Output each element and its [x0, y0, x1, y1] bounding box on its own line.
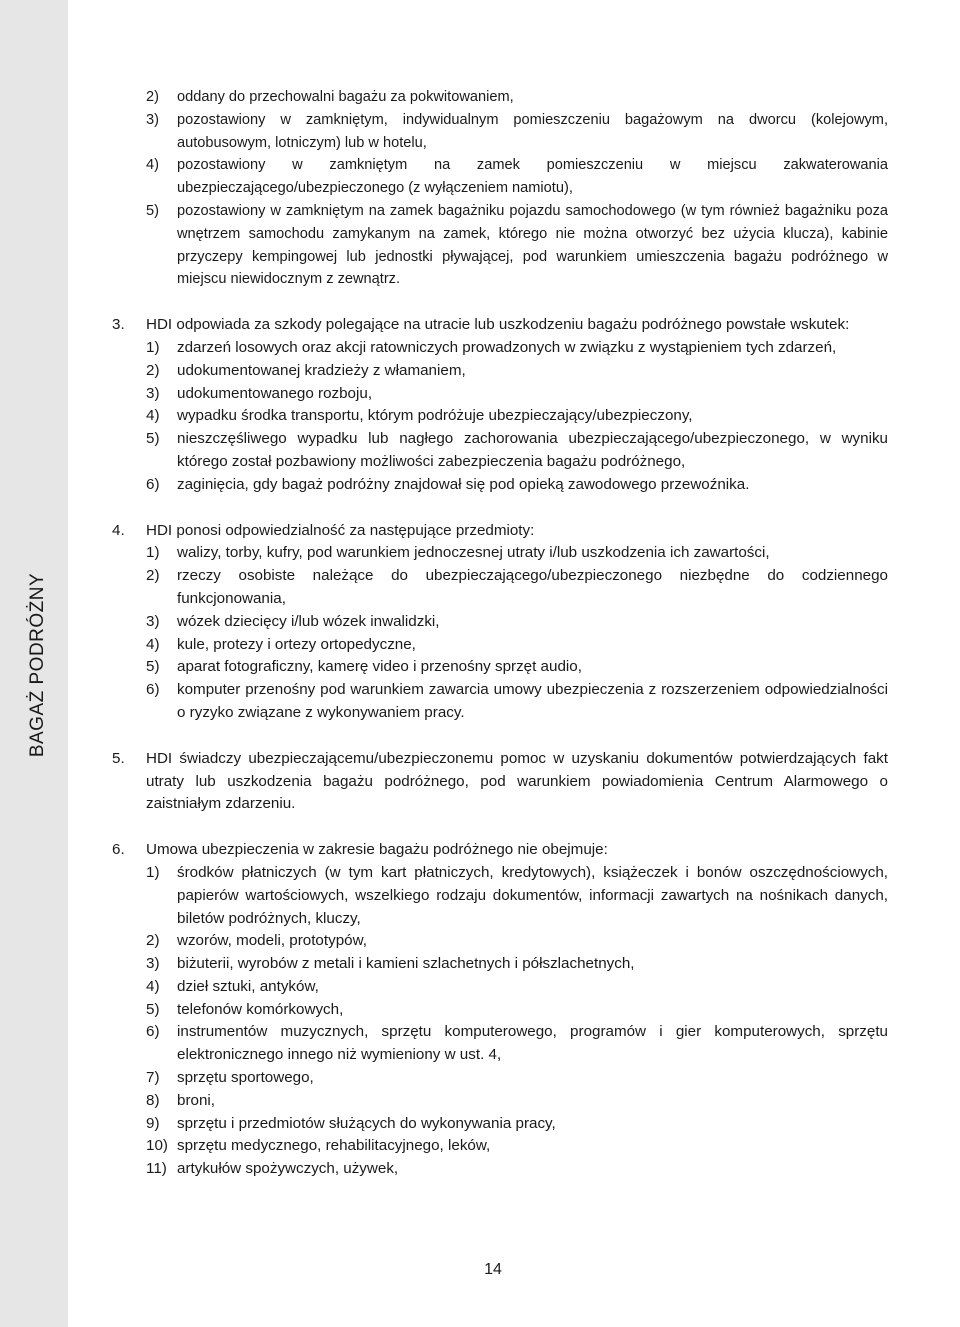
list-item — [146, 200, 888, 291]
list-item — [146, 999, 888, 1022]
list-item — [146, 611, 888, 634]
list-item — [146, 360, 888, 383]
list-item-number: 1) — [146, 338, 160, 356]
list-item — [146, 953, 888, 976]
section-intro: HDI ponosi odpowiedzialność za następujące przedmioty: — [146, 521, 535, 539]
list-item — [146, 474, 888, 497]
list-item-number: 5) — [146, 430, 160, 448]
list-item-text: pozostawiony w zamkniętym, indywidualnym pomieszczeniu bagażowym na dworcu (kolejowym, autobusowym, lotniczym) lub w hotelu, — [177, 111, 888, 151]
section-intro: HDI świadczy ubezpieczającemu/ubezpieczonemu pomoc w uzyskaniu dokumentów potwierdzających fakt utraty lub uszkodzenia bagażu podróżnego, pod warunkiem powiadomienia Centrum Alarmowego o zaistniałym zdarzeniu. — [146, 749, 888, 813]
list-item — [146, 656, 888, 679]
list-item-text: rzeczy osobiste należące do ubezpieczającego/ubezpieczonego niezbędne do codziennego funkcjonowania, — [177, 567, 888, 607]
list-item-number: 4) — [146, 635, 160, 653]
list-item — [146, 976, 888, 999]
list-item-text: pozostawiony w zamkniętym na zamek pomieszczeniu w miejscu zakwaterowania ubezpieczającego/ubezpieczonego (z wyłączeniem namiotu), — [177, 157, 888, 197]
list-item — [146, 862, 888, 930]
list-item-number: 8) — [146, 1091, 160, 1109]
list-item-number: 2) — [146, 361, 160, 379]
list-item-text: sprzętu sportowego, — [177, 1069, 314, 1087]
page-number: 14 — [484, 1261, 502, 1278]
continued-list — [146, 86, 888, 291]
list-item-number: 1) — [146, 544, 160, 562]
list-item — [146, 109, 888, 155]
list-item-text: dzieł sztuki, antyków, — [177, 977, 319, 995]
list-item — [146, 1158, 888, 1181]
list-item-text: udokumentowanej kradzieży z włamaniem, — [177, 361, 466, 379]
list-item — [146, 634, 888, 657]
list-item-text: sprzętu i przedmiotów służących do wykonywania pracy, — [177, 1114, 556, 1132]
list-item-text: artykułów spożywczych, używek, — [177, 1160, 399, 1178]
list-item-text: wypadku środka transportu, którym podróżuje ubezpieczający/ubezpieczony, — [177, 407, 693, 425]
list-item — [146, 337, 888, 360]
list-item-text: telefonów komórkowych, — [177, 1000, 344, 1018]
list-item-number: 2) — [146, 89, 159, 105]
list-item-number: 5) — [146, 658, 160, 676]
list-item — [146, 565, 888, 611]
list-item — [146, 428, 888, 474]
list-item-text: pozostawiony w zamkniętym na zamek bagażniku pojazdu samochodowego (w tym również bagażniku poza wnętrzem samochodu zamykanym na zamek, którego nie można otworzyć bez użycia klucza), kabinie przyczepy kempingowej lub jednostki pływającej, pod warunkiem umieszczenia bagażu podróżnego w miejscu niewidocznym z zewnątrz. — [177, 202, 888, 288]
list-item — [146, 86, 888, 109]
list-item-number: 7) — [146, 1069, 160, 1087]
list-item-number: 4) — [146, 407, 160, 425]
side-band — [0, 0, 68, 1327]
list-item-text: walizy, torby, kufry, pod warunkiem jednoczesnej utraty i/lub uszkodzenia ich zawartości, — [177, 544, 770, 562]
list-item — [146, 930, 888, 953]
list-item — [146, 542, 888, 565]
list-item-number: 6) — [146, 1023, 160, 1041]
list-item-number: 5) — [146, 1000, 160, 1018]
list-item-number: 5) — [146, 202, 159, 219]
list-item — [146, 154, 888, 200]
section-number: 6. — [112, 841, 125, 859]
list-item-number: 4) — [146, 157, 159, 174]
list-item-number: 11) — [146, 1160, 167, 1178]
list-item-number: 10) — [146, 1137, 168, 1155]
list-item-text: zdarzeń losowych oraz akcji ratowniczych prowadzonych w związku z wystąpieniem tych zdarzeń, — [177, 338, 837, 356]
list-item-text: broni, — [177, 1091, 215, 1109]
list-item — [146, 1135, 888, 1158]
list-item-number: 2) — [146, 932, 160, 950]
list-item-text: środków płatniczych (w tym kart płatniczych, kredytowych), książeczek i bonów oszczędnościowych, papierów wartościowych, wszelkiego rodzaju dokumentów, informacji zawartych na nośnikach danych, biletów podróżnych, kluczy, — [177, 863, 888, 927]
list-item-number: 2) — [146, 567, 160, 585]
section-number: 3. — [112, 316, 125, 334]
document-body — [112, 86, 888, 1181]
list-item-text: instrumentów muzycznych, sprzętu komputerowego, programów i gier komputerowych, sprzętu elektronicznego innego niż wymieniony w ust. 4, — [177, 1023, 888, 1064]
list-item — [146, 679, 888, 725]
section-5 — [112, 748, 888, 816]
list-item-number: 3) — [146, 384, 160, 402]
list-item-number: 3) — [146, 612, 160, 630]
list-item — [146, 1021, 888, 1067]
section-4 — [112, 520, 888, 725]
section-number: 4. — [112, 521, 125, 539]
list-item-number: 6) — [146, 681, 160, 699]
list-item — [146, 1090, 888, 1113]
list-item-number: 3) — [146, 955, 160, 973]
list-item — [146, 405, 888, 428]
list-item-text: wzorów, modeli, prototypów, — [177, 932, 367, 950]
list-item-number: 6) — [146, 475, 160, 493]
list-item-number: 4) — [146, 977, 160, 995]
list-item — [146, 1113, 888, 1136]
section-side-label: BAGAŻ PODRÓŻNY — [27, 572, 48, 758]
list-item-text: aparat fotograficzny, kamerę video i przenośny sprzęt audio, — [177, 658, 582, 676]
list-item-text: wózek dziecięcy i/lub wózek inwalidzki, — [177, 612, 440, 630]
list-item-text: biżuterii, wyrobów z metali i kamieni szlachetnych i półszlachetnych, — [177, 955, 635, 973]
section-intro: HDI odpowiada za szkody polegające na utracie lub uszkodzeniu bagażu podróżnego powstałe wskutek: — [146, 316, 850, 334]
list-item-number: 3) — [146, 111, 159, 128]
list-item-text: udokumentowanego rozboju, — [177, 384, 373, 402]
list-item-text: komputer przenośny pod warunkiem zawarcia umowy ubezpieczenia z rozszerzeniem odpowiedzialności o ryzyko związane z wykonywaniem pracy. — [177, 681, 888, 721]
list-item-number: 1) — [146, 863, 160, 881]
section-3 — [112, 314, 888, 496]
section-6 — [112, 839, 888, 1181]
list-item-text: zaginięcia, gdy bagaż podróżny znajdował się pod opieką zawodowego przewoźnika. — [177, 475, 750, 493]
list-item-text: oddany do przechowalni bagażu za pokwitowaniem, — [177, 89, 514, 105]
list-item — [146, 383, 888, 406]
list-item — [146, 1067, 888, 1090]
list-item-text: sprzętu medycznego, rehabilitacyjnego, leków, — [177, 1137, 491, 1155]
section-intro: Umowa ubezpieczenia w zakresie bagażu podróżnego nie obejmuje: — [146, 841, 608, 859]
list-item-number: 9) — [146, 1114, 160, 1132]
list-item-text: kule, protezy i ortezy ortopedyczne, — [177, 635, 416, 653]
section-number: 5. — [112, 749, 125, 767]
list-item-text: nieszczęśliwego wypadku lub nagłego zachorowania ubezpieczającego/ubezpieczonego, w wyniku którego został pozbawiony możliwości zabezpieczenia bagażu podróżnego, — [177, 430, 888, 470]
